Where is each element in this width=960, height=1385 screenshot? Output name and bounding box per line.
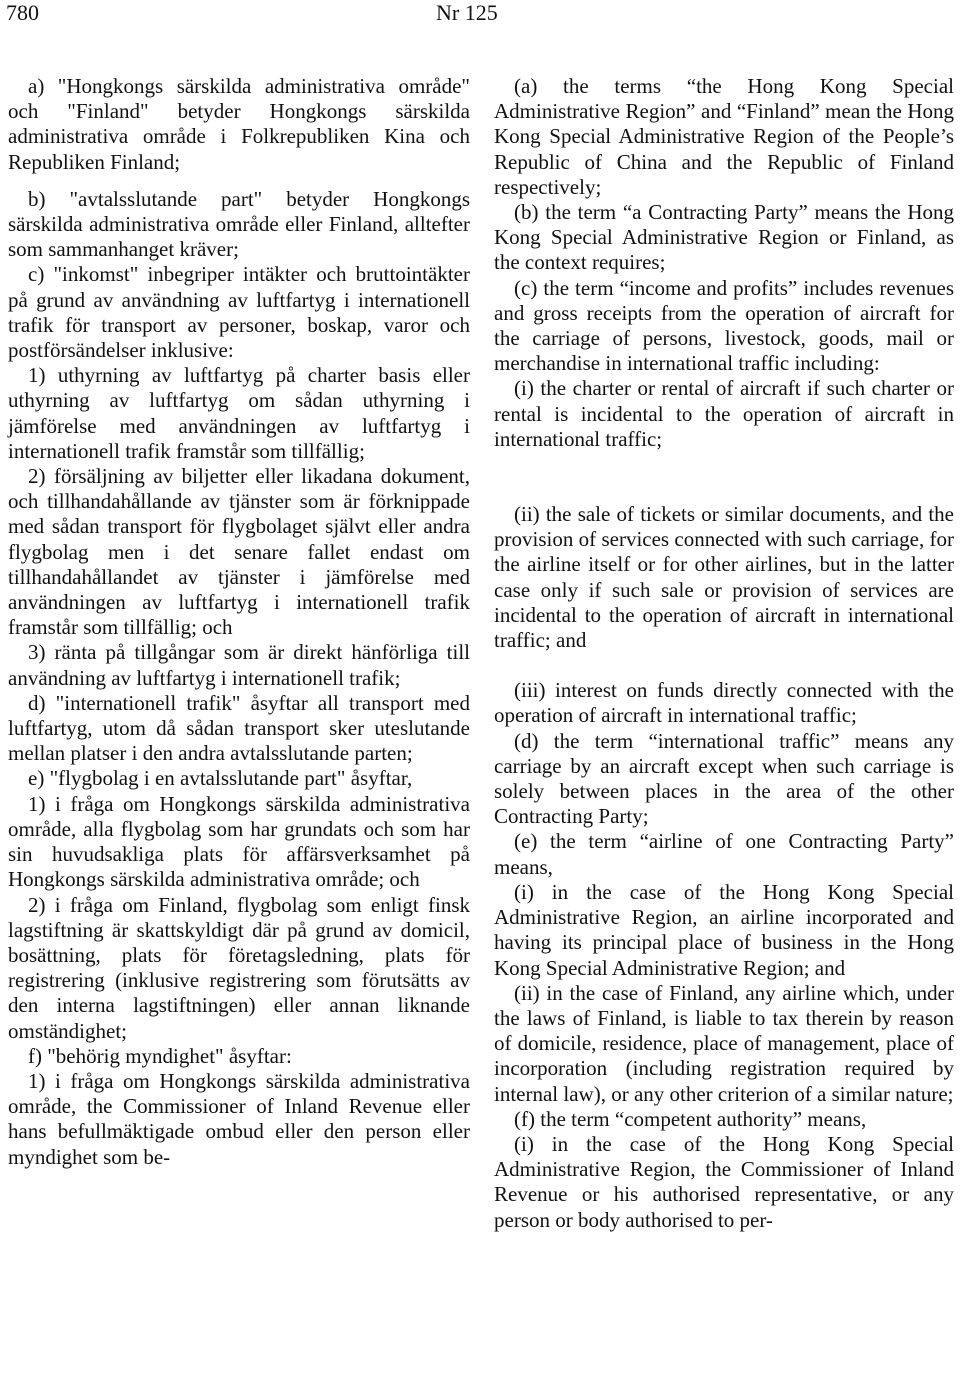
statute-number: Nr 125 xyxy=(436,0,498,25)
item-f-i-en: (i) in the case of the Hong Kong Special Administrative Region, the Commissioner of Inland Revenue or his authorised representative, or any person or body authorised to per- xyxy=(494,1131,954,1232)
item-e-ii-en: (ii) in the case of Finland, any airline which, under the laws of Finland, is liable to tax therein by reason of domicile, residence, place of management, place of incorporation (including registration required by internal law), or any other criterion of a similar nature; xyxy=(494,980,954,1106)
item-c3-sv: 3) ränta på tillgångar som är direkt hänförliga till användning av luftfartyg i internationell trafik; xyxy=(8,640,470,690)
item-e2-sv: 2) i fråga om Finland, flygbolag som enligt finsk lagstiftning är skattskyldigt där på grund av domicil, bosättning, plats för företagsledning, plats för registrering (inklusive registrering som förutsätts av den interna lagstiftningen) eller annan liknande omständighet; xyxy=(8,892,470,1043)
item-c1-sv: 1) uthyrning av luftfartyg på charter basis eller uthyrning av luftfartyg om sådan uthyrning i jämförelse med användningen av luftfartyg i internationell trafik framstår som tillfällig; xyxy=(8,363,470,463)
definition-d-sv: d) "internationell trafik" åsyftar all transport med luftfartyg, utom då sådan transport sker uteslutande mellan platser i den andra avtalsslutande parten; xyxy=(8,690,470,766)
definition-a-en: (a) the terms “the Hong Kong Special Administrative Region” and “Finland” mean the Hong Kong Special Administrative Region of the People’s Republic of China and the Republic of Finland respectively; xyxy=(494,74,954,199)
item-e1-sv: 1) i fråga om Hongkongs särskilda administrativa område, alla flygbolag som har grundats och som har sin huvudsakliga plats för affärsverksamhet på Hongkongs särskilda administrativa område; och xyxy=(8,791,470,892)
item-c-ii-en: (ii) the sale of tickets or similar documents, and the provision of services connected with such carriage, for the airline itself or for other airlines, but in the latter case only if such sale or provision of services are incidental to the operation of aircraft in international traffic; and xyxy=(494,502,954,653)
definition-d-en: (d) the term “international traffic” means any carriage by an aircraft except when such carriage is solely between places in the area of the other Contracting Party; xyxy=(494,728,954,829)
english-column xyxy=(494,74,954,1233)
item-c-iii-en: (iii) interest on funds directly connected with the operation of aircraft in international traffic; xyxy=(494,678,954,728)
page-header xyxy=(0,0,960,40)
definition-b-en: (b) the term “a Contracting Party” means the Hong Kong Special Administrative Region or Finland, as the context requires; xyxy=(494,200,954,275)
item-f1-sv: 1) i fråga om Hongkongs särskilda administrativa område, the Commissioner of Inland Revenue eller hans befullmäktigade ombud eller den person eller myndighet som be- xyxy=(8,1068,470,1169)
page-number: 780 xyxy=(6,0,39,25)
definition-f-en: (f) the term “competent authority” means, xyxy=(514,1106,867,1131)
item-c2-sv: 2) försäljning av biljetter eller likadana dokument, och tillhandahållande av tjänster som är förknippade med sådan transport för flygbolaget självt eller andra flygbolag men i det senare fallet endast om tillhandahållandet av tjänster i jämförelse med användningen av luftfartyg i internationell trafik framstår som tillfällig; och xyxy=(8,464,470,640)
definition-a-sv: a) "Hongkongs särskilda administrativa område" och "Finland" betyder Hongkongs särskilda administrativa område i Folkrepubliken Kina och Republiken Finland; xyxy=(8,74,470,174)
swedish-column xyxy=(8,74,470,1170)
definition-e-en: (e) the term “airline of one Contracting Party” means, xyxy=(494,829,954,879)
definition-b-sv: b) "avtalsslutande part" betyder Hongkongs särskilda administrativa område eller Finland, alltefter som sammanhanget kräver; xyxy=(8,186,470,262)
item-c-i-en: (i) the charter or rental of aircraft if such charter or rental is incidental to the operation of aircraft in international traffic; xyxy=(494,376,954,451)
item-e-i-en: (i) in the case of the Hong Kong Special Administrative Region, an airline incorporated and having its principal place of business in the Hong Kong Special Administrative Region; and xyxy=(494,879,954,980)
definition-f-sv: f) "behörig myndighet" åsyftar: xyxy=(28,1043,292,1068)
definition-c-sv: c) "inkomst" inbegriper intäkter och bruttointäkter på grund av användning av luftfartyg i internationell trafik för transport av personer, boskap, varor och postförsändelser inklusive: xyxy=(8,262,470,363)
definition-c-en: (c) the term “income and profits” includes revenues and gross receipts from the operation of aircraft for the carriage of persons, livestock, goods, mail or merchandise in international traffic including: xyxy=(494,275,954,376)
definition-e-sv: e) "flygbolag i en avtalsslutande part" åsyftar, xyxy=(28,766,413,791)
